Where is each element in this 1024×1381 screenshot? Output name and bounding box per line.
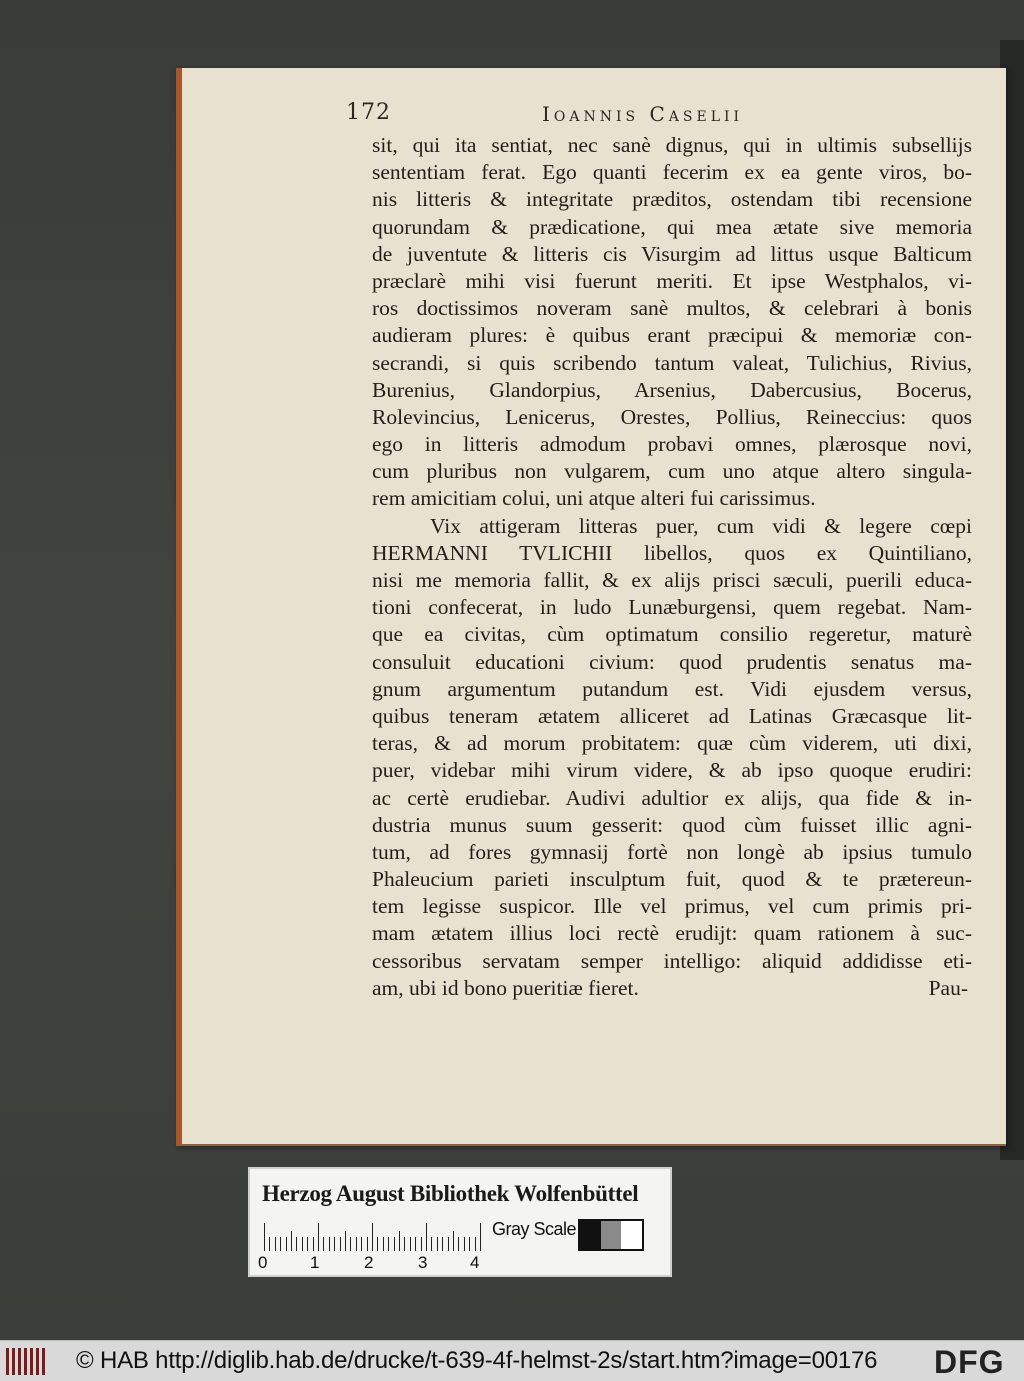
ruler-number: 4	[470, 1253, 480, 1272]
text-line: quorundam & prædicatione, qui mea ætate sive memoria	[372, 214, 972, 239]
ruler-number: 0	[258, 1253, 268, 1272]
ruler-tick	[453, 1231, 454, 1251]
text-line: que ea civitas, cùm optimatum consilio regeretur, maturè	[372, 622, 972, 647]
text-line: præclarè mihi visi fuerunt meriti. Et ipse Westphalos, vi-	[372, 268, 972, 293]
ruler-tick	[458, 1237, 459, 1251]
ruler-tick	[367, 1237, 368, 1251]
ruler-tick	[356, 1237, 357, 1251]
text-line: de juventute & litteris cis Visurgim ad littus usque Balticum	[372, 241, 972, 266]
ruler-number: 2	[364, 1253, 374, 1272]
text-line: ros doctissimos noveram sanè multos, & celebrari à bonis	[372, 296, 972, 321]
text-line: Phaleucium parieti insculptum fuit, quod & te prætereun-	[372, 867, 972, 892]
ruler-tick	[286, 1237, 287, 1251]
ruler-tick	[269, 1237, 270, 1251]
ruler-tick	[323, 1237, 324, 1251]
gray-scale-label: Gray Scale	[492, 1219, 577, 1239]
ruler-tick	[475, 1237, 476, 1251]
text-line: sententiam ferat. Ego quanti fecerim ex ea gente viros, bo-	[372, 160, 972, 185]
text-line: dustria munus suum gesserit: quod cùm fuisset illic agni-	[372, 812, 972, 837]
ruler-number: 3	[418, 1253, 428, 1272]
hab-logo-icon	[6, 1348, 48, 1375]
text-line: ego in litteris admodum probavi omnes, plærosque novi,	[372, 432, 972, 457]
text-line: consuluit educationi civium: quod prudentis senatus ma-	[372, 649, 972, 674]
ruler-tick	[350, 1237, 351, 1251]
text-line: gnum argumentum putandum est. Vidi ejusdem versus,	[372, 676, 972, 701]
ruler-tick	[399, 1231, 400, 1251]
text-line: sit, qui ita sentiat, nec sanè dignus, qui in ultimis subsellijs	[372, 133, 972, 157]
text-line: tioni confecerat, in ludo Lunæburgensi, quem regebat. Nam-	[372, 595, 972, 620]
text-line: nisi me memoria fallit, & ex alijs prisci sæculi, puerili educa-	[372, 568, 972, 592]
text-line: am, ubi id bono pueritiæ fieret.	[372, 975, 639, 1000]
library-name: Herzog August Bibliothek Wolfenbüttel	[262, 1181, 639, 1206]
ruler-tick	[404, 1237, 405, 1251]
text-line: Rolevincius, Lenicerus, Orestes, Pollius, Reineccius: quos	[372, 404, 972, 429]
text-line: tum, ad fores gymnasij fortè non longè ab ipsius tumulo	[372, 839, 972, 864]
ruler-tick	[388, 1237, 389, 1251]
text-line: Burenius, Glandorpius, Arsenius, Dabercusius, Bocerus,	[372, 377, 972, 402]
ruler-tick	[469, 1237, 470, 1251]
text-line: audieram plures: è quibus erant præcipui & memoriæ con-	[372, 323, 972, 348]
ruler-tick	[437, 1237, 438, 1251]
text-line: ac certè erudiebar. Audivi adultior ex alijs, qua fide & in-	[372, 785, 972, 810]
ruler-tick	[291, 1231, 292, 1251]
ruler-tick	[302, 1237, 303, 1251]
catchword: Pau-	[928, 975, 968, 1000]
ruler-tick	[296, 1237, 297, 1251]
final-line	[372, 975, 972, 1002]
ruler-numbers	[258, 1253, 498, 1273]
text-line: tem legisse suspicor. Ille vel primus, vel cum primis pri-	[372, 894, 972, 919]
ruler-tick	[372, 1223, 373, 1251]
ruler-tick	[448, 1237, 449, 1251]
running-head-title: Ioannis Caselii	[542, 102, 744, 126]
ruler-tick	[464, 1237, 465, 1251]
text-line: HERMANNI TVLICHII libellos, quos ex Quintiliano,	[372, 540, 972, 565]
ruler-number: 1	[310, 1253, 320, 1272]
ruler-tick	[264, 1223, 265, 1251]
dfg-logo: DFG	[934, 1344, 1005, 1380]
text-line: rem amicitiam colui, uni atque alteri fui carissimus.	[372, 486, 816, 511]
ruler-tick	[421, 1237, 422, 1251]
ruler-tick	[426, 1223, 427, 1251]
color-scale-card	[248, 1167, 672, 1277]
text-line: cum pluribus non vulgarem, cum uno atque altero singula-	[372, 459, 972, 484]
footer-bar	[0, 1340, 1024, 1381]
ruler-tick	[377, 1237, 378, 1251]
page-number: 172	[346, 100, 391, 125]
text-line: mam ætatem illius loci rectè erudijt: quam rationem à suc-	[372, 921, 972, 946]
ruler-tick	[275, 1237, 276, 1251]
ruler-tick	[340, 1237, 341, 1251]
text-line: nis litteris & integritate præditos, ostendam tibi recensione	[372, 187, 972, 212]
gray-swatch-white	[621, 1221, 642, 1249]
gray-scale-swatches	[578, 1219, 644, 1251]
ruler-tick	[415, 1237, 416, 1251]
ruler-tick	[394, 1237, 395, 1251]
text-line: teras, & ad morum probitatem: quæ cùm viderem, uti dixi,	[372, 731, 972, 756]
ruler-tick	[345, 1231, 346, 1251]
paragraph-start-line: Vix attigeram litteras puer, cum vidi & legere cœpi	[430, 513, 972, 538]
ruler-tick	[318, 1223, 319, 1251]
ruler-tick	[280, 1237, 281, 1251]
text-line: cessoribus servatam semper intelligo: aliquid addidisse eti-	[372, 948, 972, 973]
ruler-tick	[410, 1237, 411, 1251]
ruler-tick	[329, 1237, 330, 1251]
copyright-url[interactable]: © HAB http://diglib.hab.de/drucke/t-639-4f-helmst-2s/start.htm?image=00176	[76, 1347, 878, 1374]
ruler-tick	[334, 1237, 335, 1251]
ruler-tick	[480, 1223, 481, 1251]
ruler-tick	[431, 1237, 432, 1251]
text-line: quibus teneram ætatem alliceret ad Latinas Græcasque lit-	[372, 703, 972, 728]
book-page	[176, 68, 1006, 1146]
ruler-tick	[307, 1237, 308, 1251]
ruler-tick	[442, 1237, 443, 1251]
gray-swatch-black	[580, 1221, 601, 1249]
gray-swatch-mid	[601, 1221, 622, 1249]
ruler-tick	[361, 1237, 362, 1251]
ruler-tick	[383, 1237, 384, 1251]
running-head	[346, 100, 986, 130]
ruler-ticks	[264, 1221, 474, 1251]
ruler-tick	[313, 1237, 314, 1251]
text-line: secrandi, si quis scribendo tantum valeat, Tulichius, Rivius,	[372, 350, 972, 375]
body-text	[372, 132, 972, 1002]
text-line: puer, videbar mihi virum videre, & ab ipso quoque erudiri:	[372, 758, 972, 783]
